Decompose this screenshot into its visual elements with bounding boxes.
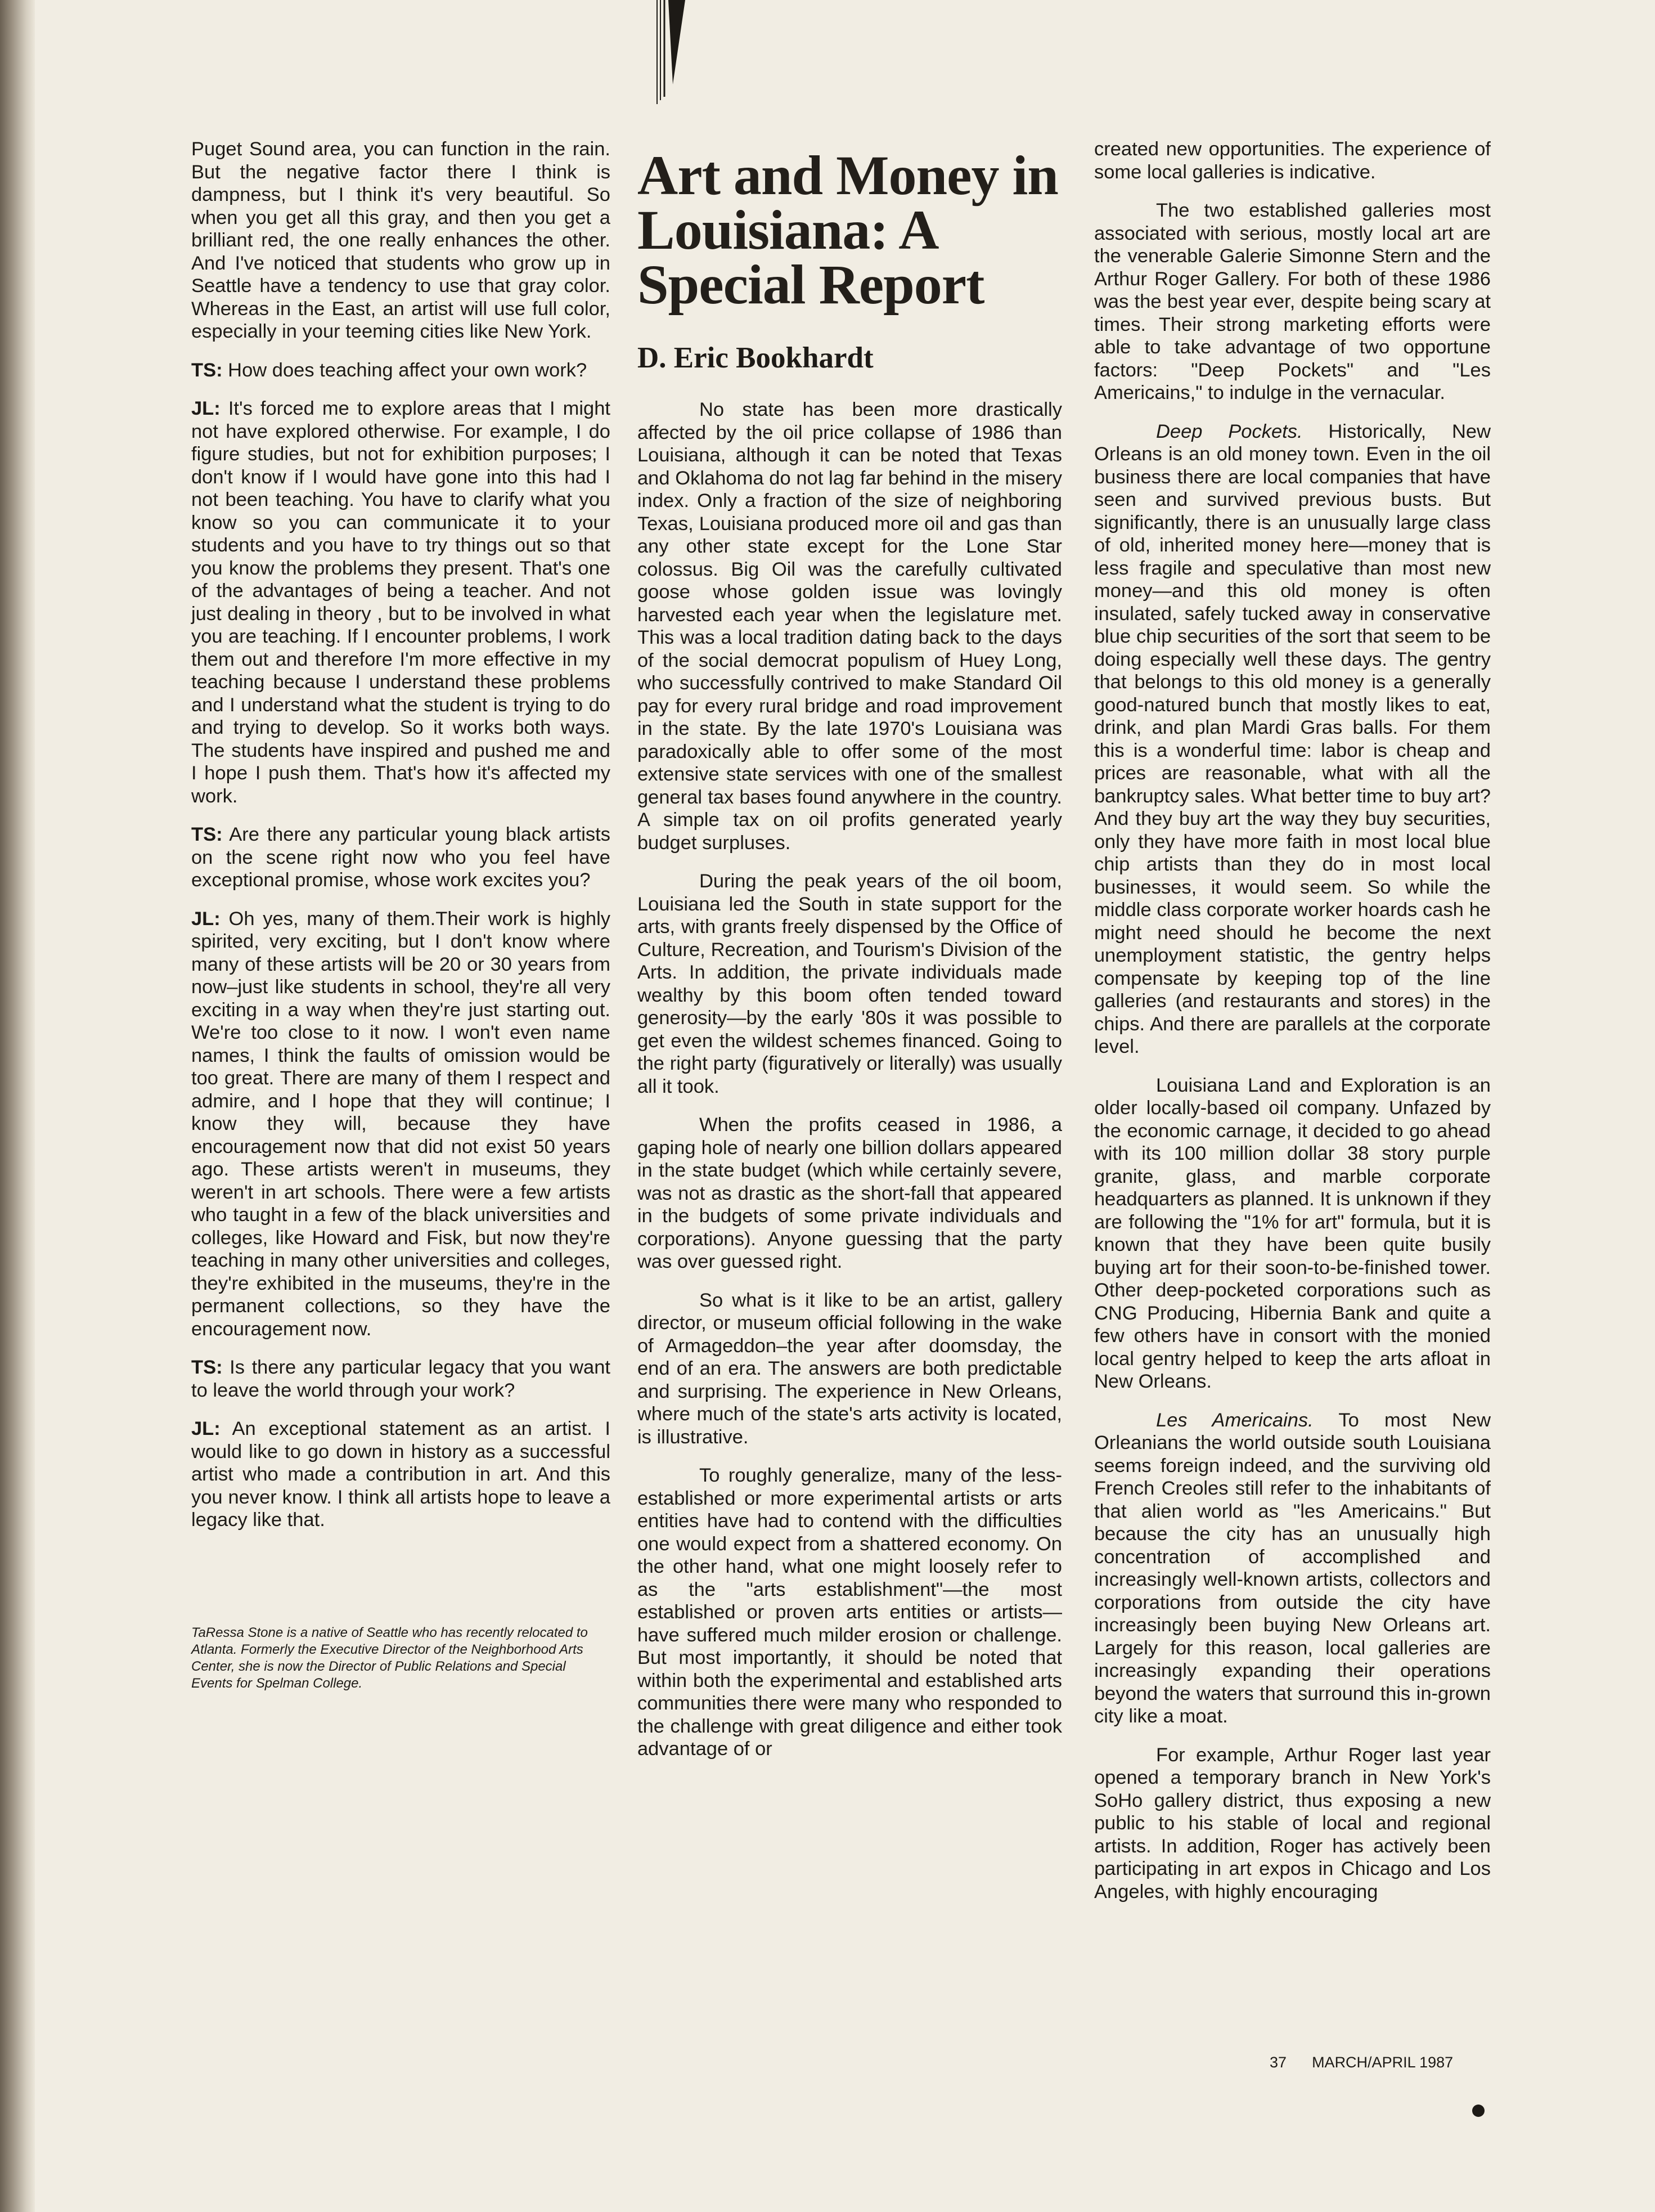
article-paragraph: No state has been more drastically affected by the oil price collapse of 1986 than Louisiana, although it can be noted that Texas and Oklahoma do not lag far behind in the misery index. Only a fraction of the size of neighboring Texas, Louisiana produced more oil and gas than any other state except for the Lone Star colossus. Big Oil was the carefully cultivated goose whose golden issue was lovingly harvested each year when the legislature met. This was a local tradition dating back to the days of the social democrat populism of Huey Long, who successfully contrived to make Standard Oil pay for every rural bridge and road improvement in the state. By the late 1970's Louisiana was paradoxically able to offer some of the most extensive state services with one of the smallest general tax bases found anywhere in the country. A simple tax on oil profits generated yearly budget surpluses. [637, 399, 1062, 854]
article-paragraph [1094, 1074, 1491, 1393]
interview-paragraph [191, 359, 610, 382]
section-lead: Deep Pockets. [1156, 420, 1303, 442]
article-text: For example, Arthur Roger last year opened a temporary branch in New York's SoHo gallery district, thus exposing a new public to his stable of local and regional artists. In addition, Roger has actively been participating in art expos in Chicago and Los Angeles, with highly encouraging [1094, 1744, 1491, 1903]
speaker-label: JL: [191, 398, 221, 419]
interview-paragraph [191, 908, 610, 1341]
interview-text: It's forced me to explore areas that I might not have explored otherwise. For example, I do figure studies, but not for exhibition purposes; I don't know if I would have gone into this had I not been teaching. You have to clarify what you know so you can communicate it to your students and you have to try things out so that you know the problems they present. That's one of the advantages of being a teacher. And not just dealing in theory , but to be involved in what you are teaching. If I encounter problems, I work them out and therefore I'm more effective in my teaching because I understand these problems and I understand what the student is trying to do and trying to develop. So it works both ways. The students have inspired and pushed me and I hope I push them. That's how it's affected my work. [191, 398, 610, 807]
article-text: Louisiana Land and Exploration is an older locally-based oil company. Unfazed by the economic carnage, it decided to go ahead with its 100 million dollar 38 story purple granite, glass, and marble corporate headquarters as planned. It is unknown if they are following the "1% for art" formula, but it is known that they have been quite busily buying art for their soon-to-be-finished tower. Other deep-pocketed corporations such as CNG Producing, Hibernia Bank and quite a few others have in consort with the monied local gentry helped to keep the arts afloat in New Orleans. [1094, 1074, 1491, 1392]
interview-text: Are there any particular young black artists on the scene right now who you feel have exceptional promise, whose work excites you? [191, 824, 611, 891]
interview-text: Oh yes, many of them.Their work is highly spirited, very exciting, but I don't know where many of these artists will be 20 or 30 years from now–just like students in school, they're all very exciting in a way when they're just starting out. We're too close to it now. I won't even name names, I think the faults of omission would be too great. There are many of them I respect and admire, and I hope that they will continue; I know they will, because they have encouragement now that did not exist 50 years ago. These artists weren't in museums, they weren't in art schools. There were a few artists who taught in a few of the black universities and colleges, like Howard and Fisk, but now they're teaching in many other universities and colleges, they're exhibited in the museums, they're in the permanent collections, so they have the encouragement now. [191, 908, 611, 1340]
speaker-label: TS: [191, 824, 223, 845]
author-bio: TaRessa Stone is a native of Seattle who has recently relocated to Atlanta. Formerly the Executive Director of the Neighborhood Arts Center, she is now the Director of Public Relations and Special Events for Spelman College. [191, 1625, 588, 1691]
article-text: The two established galleries most associated with serious, mostly local art are the venerable Galerie Simonne Stern and the Arthur Roger Gallery. For both of these 1986 was the best year ever, despite being scary at times. Their strong marketing efforts were able to take advantage of two opportune factors: "Deep Pockets" and "Les Americains," to indulge in the vernacular. [1094, 200, 1491, 403]
article-text: To most New Orleanians the world outside south Louisiana seems foreign indeed, and the surviving old French Creoles still refer to the inhabitants of that alien world as "les Americains." But because the city has an unusually high concentration of accomplished and increasingly well-known artists, collectors and corporations from outside the city have increasingly been buying New Orleans art. Largely for this reason, local galleries are increasingly expanding their operations beyond the waters that surround this in-grown city like a moat. [1094, 1409, 1491, 1727]
interview-text: An exceptional statement as an artist. I would like to go down in history as a successful artist who made a contribution in art. And this you never know. I think all artists hope to leave a legacy like that. [191, 1418, 610, 1531]
article-paragraph [1094, 1409, 1491, 1728]
article-paragraph [1094, 138, 1491, 183]
speaker-label: JL: [191, 1418, 221, 1439]
article-title: Art and Money in Louisiana: A Special Report [637, 144, 1058, 316]
article-paragraph: So what is it like to be an artist, gallery director, or museum official following in the wake of Armageddon–the year after doomsday, the end of an era. The answers are both predictable and surprising. The experience in New Orleans, where much of the state's arts activity is located, is illustrative. [637, 1289, 1062, 1448]
article-paragraph: To roughly generalize, many of the less-established or more experimental artists or arts entities have had to contend with the difficulties one would expect from a shattered economy. On the other hand, what one might loosely refer to as the "arts establishment"—the most established or proven arts entities or artists—have suffered much milder erosion or challenge. But most importantly, it should be noted that within both the experimental and established arts communities there were many who responded to the challenge with great diligence and either took advantage of or [637, 1465, 1062, 1760]
page-number: 37 [1270, 2054, 1287, 2071]
interview-paragraph [191, 1356, 610, 1402]
page-folio [1270, 2054, 1453, 2071]
issue-date: MARCH/APRIL 1987 [1312, 2054, 1454, 2071]
interview-text: How does teaching affect your own work? [228, 359, 587, 381]
article-paragraph [1094, 420, 1491, 1058]
interview-paragraph [191, 1417, 610, 1532]
decorative-rule-mark [653, 0, 692, 107]
article-paragraph: During the peak years of the oil boom, Louisiana led the South in state support for the arts, with grants freely dispensed by the Office of Culture, Recreation, and Tourism's Division of the Arts. In addition, the private individuals made wealthy by this boom often tended toward generosity—by the early '80s it was possible to get even the wildest schemes financed. Going to the right party (figuratively or literally) was usually all it took. [637, 871, 1062, 1097]
end-dot [1472, 2105, 1485, 2117]
speaker-label: TS: [191, 1357, 223, 1378]
interview-text: Puget Sound area, you can function in the rain. But the negative factor there I think is dampness, but I think it's very beautiful. So when you get all this gray, and then you get a brilliant red, the one really enhances the other. And I've noticed that students who grow up in Seattle have a tendency to use that gray color. Whereas in the East, an artist will use full color, especially in your teeming cities like New York. [191, 138, 610, 342]
interview-text: Is there any particular legacy that you want to leave the world through your work? [191, 1357, 610, 1401]
article-text: Historically, New Orleans is an old money town. Even in the oil business there are local companies that have seen and survived previous busts. But significantly, there is an unusually large class of old, inherited money here—money that is less fragile and speculative than most new money—and this old money is often insulated, safely tucked away in conservative blue chip securities of the sort that seem to be doing especially well these days. The gentry that belongs to this old money is a generally good-natured bunch that mostly likes to eat, drink, and plan Mardi Gras balls. For them this is a wonderful time: labor is cheap and prices are reasonable, what with all the bankruptcy sales. What better time to buy art? And they buy art the way they buy securities, only they have more faith in most local blue chip artists than they do in most local businesses, it would seem. So while the middle class corporate worker hoards cash he might need should he become the next unemployment statistic, the gentry helps compensate by keeping top of the line galleries (and restaurants and stores) in the chips. And there are parallels at the corporate level. [1094, 420, 1491, 1057]
speaker-label: TS: [191, 359, 223, 381]
article-paragraph [1094, 1744, 1491, 1904]
section-lead: Les Americains. [1156, 1409, 1314, 1431]
interview-paragraph [191, 397, 610, 807]
article-column-main [637, 138, 1062, 1776]
interview-paragraph [191, 823, 610, 892]
article-byline: D. Eric Bookhardt [637, 342, 874, 374]
article-column-continued [1094, 138, 1491, 1919]
interview-paragraph [191, 138, 610, 343]
article-text: created new opportunities. The experience of some local galleries is indicative. [1094, 138, 1491, 183]
article-paragraph [1094, 199, 1491, 405]
speaker-label: JL: [191, 908, 221, 930]
interview-column [191, 138, 610, 1708]
article-paragraph: When the profits ceased in 1986, a gaping hole of nearly one billion dollars appeared in the state budget (which while certainly severe, was not as drastic as the short-fall that appeared in the budgets of some private individuals and corporations). Anyone guessing that the party was over guessed right. [637, 1114, 1062, 1272]
page-binding-shadow [0, 0, 35, 2212]
